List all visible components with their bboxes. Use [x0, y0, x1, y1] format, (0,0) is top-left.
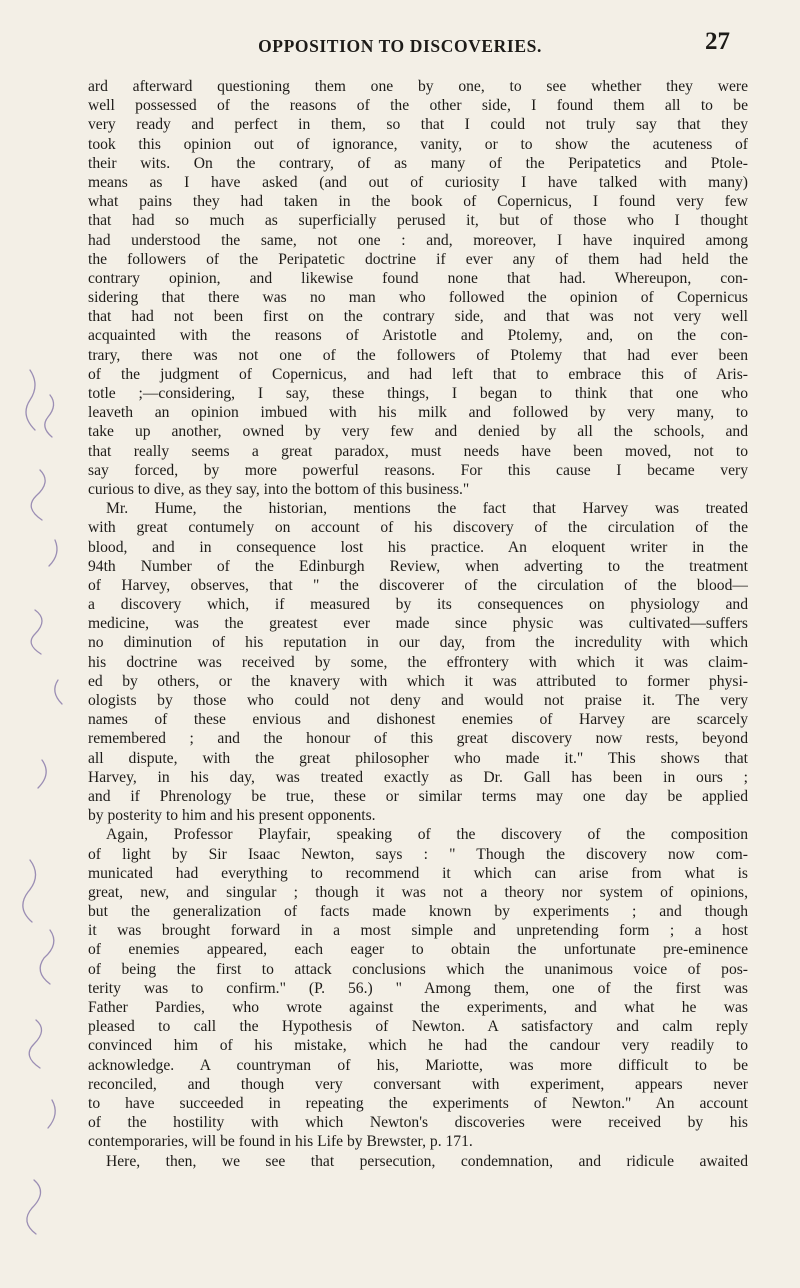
page-header — [140, 28, 730, 56]
text-line: well possessed of the reasons of the other side, I found them all to be — [88, 97, 748, 115]
text-line: Father Pardies, who wrote against the experiments, and what he was — [88, 999, 748, 1016]
text-line: of enemies appeared, each eager to obtain the unfortunate pre-eminence — [88, 941, 748, 959]
text-line: acknowledge. A countryman of his, Mariotte, was more difficult to be — [88, 1056, 748, 1074]
text-line: ed by others, or the knavery with which it was attributed to former physi- — [88, 672, 748, 690]
text-line: blood, and in consequence lost his practice. An eloquent writer in the — [88, 538, 748, 556]
text-line: had understood the same, not one : and, moreover, I have inquired among — [88, 231, 748, 249]
text-line: that really seems a great paradox, must needs have been moved, not to — [88, 442, 748, 460]
text-line: terity was to confirm." (P. 56.) " Among them, one of the first was — [88, 979, 748, 997]
text-line: ologists by those who could not deny and would not praise it. The very — [88, 692, 748, 709]
text-line: municated had everything to recommend it which can arise from what is — [88, 864, 748, 882]
text-line: of Harvey, observes, that " the discoverer of the circulation of the blood— — [88, 576, 748, 594]
text-line: leaveth an opinion imbued with his milk and followed by very many, to — [88, 404, 748, 422]
text-line: to have succeeded in repeating the experiments of Newton." An account — [88, 1094, 748, 1112]
text-line: acquainted with the reasons of Aristotle and Ptolemy, and, on the con- — [88, 327, 748, 345]
text-line: no diminution of his reputation in our day, from the incredulity with which — [88, 634, 748, 652]
text-line: names of these envious and dishonest enemies of Harvey are scarcely — [88, 711, 748, 729]
text-line: it was brought forward in a most simple and unpretending form ; a host — [88, 922, 748, 940]
text-line: of the judgment of Copernicus, and had left that to embrace this of Aris- — [88, 365, 748, 383]
text-line: say forced, by more powerful reasons. For this cause I became very — [88, 461, 748, 479]
text-line: Harvey, in his day, was treated exactly as Dr. Gall has been in ours ; — [88, 768, 748, 786]
text-line: that had not been first on the contrary side, and that was not very well — [88, 308, 748, 326]
text-line: medicine, was the greatest ever made since physic was cultivated—suffers — [88, 615, 748, 633]
text-line: the followers of the Peripatetic doctrine if ever any of them had held the — [88, 250, 748, 268]
text-line: but the generalization of facts made known by experiments ; and though — [88, 903, 748, 921]
text-line: take up another, owned by very few and denied by all the schools, and — [88, 423, 748, 441]
text-line: convinced him of his mistake, which he had the candour very readily to — [88, 1037, 748, 1055]
text-line: with great contumely on account of his discovery of the circulation of the — [88, 519, 748, 537]
text-line: of the hostility with which Newton's discoveries were received by his — [88, 1114, 748, 1132]
text-line: a discovery which, if measured by its consequences on physiology and — [88, 596, 748, 614]
text-line: contrary opinion, and likewise found none that had. Whereupon, con- — [88, 269, 748, 287]
text-line: 94th Number of the Edinburgh Review, when adverting to the treatment — [88, 557, 748, 575]
text-line: their wits. On the contrary, of as many of the Peripatetics and Ptole- — [88, 154, 748, 172]
text-line: and if Phrenology be true, these or similar terms may one day be applied — [88, 787, 748, 805]
text-line: that had so much as superficially perused it, but of those who I thought — [88, 212, 748, 230]
running-title: OPPOSITION TO DISCOVERIES. — [258, 36, 542, 56]
text-line: took this opinion out of ignorance, vanity, or to show the acuteness of — [88, 135, 748, 153]
body-text — [88, 77, 748, 1171]
text-line: totle ;—considering, I say, these things, I began to think that one who — [88, 385, 748, 402]
text-line: great, new, and singular ; though it was not a theory nor system of opinions, — [88, 883, 748, 901]
paragraph-start: Here, then, we see that persecution, condemnation, and ridicule awaited — [106, 1152, 748, 1170]
text-line: curious to dive, as they say, into the bottom of this business." — [88, 480, 470, 498]
paragraph-start: Again, Professor Playfair, speaking of the discovery of the composition — [106, 826, 748, 844]
text-line: sidering that there was no man who followed the opinion of Copernicus — [88, 289, 748, 307]
text-line: very ready and perfect in them, so that I could not truly say that they — [88, 116, 748, 134]
paragraph-start: Mr. Hume, the historian, mentions the fact that Harvey was treated — [106, 500, 748, 518]
margin-annotation-marks — [0, 0, 80, 1288]
text-line: remembered ; and the honour of this great discovery now rests, beyond — [88, 730, 748, 748]
text-line: means as I have asked (and out of curiosity I have talked with many) — [88, 173, 748, 191]
text-line: of being the first to attack conclusions which the unanimous voice of pos- — [88, 960, 748, 978]
text-line: his doctrine was received by some, the effrontery with which it was claim- — [88, 653, 748, 671]
text-line: contemporaries, will be found in his Life by Brewster, p. 171. — [88, 1133, 473, 1151]
text-line: pleased to call the Hypothesis of Newton. A satisfactory and calm reply — [88, 1018, 748, 1036]
text-line: trary, there was not one of the followers of Ptolemy that had ever been — [88, 346, 748, 364]
text-line: reconciled, and though very conversant with experiment, appears never — [88, 1075, 748, 1093]
text-line: all dispute, with the great philosopher who made it." This shows that — [88, 749, 748, 767]
page-number: 27 — [705, 28, 730, 55]
text-line: what pains they had taken in the book of Copernicus, I found very few — [88, 193, 748, 211]
text-line: of light by Sir Isaac Newton, says : " Though the discovery now com- — [88, 845, 748, 863]
text-line: ard afterward questioning them one by one, to see whether they were — [88, 78, 748, 95]
text-line: by posterity to him and his present opponents. — [88, 807, 376, 825]
